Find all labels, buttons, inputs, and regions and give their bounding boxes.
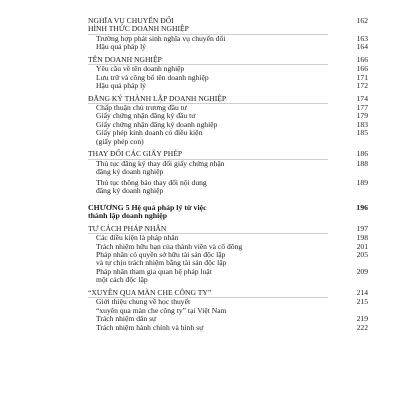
- toc-entry: [88, 289, 368, 297]
- toc-entry: [88, 324, 368, 332]
- toc-entry-page: 196: [356, 202, 368, 212]
- toc-entry-title: Chấp thuận chủ trương đầu tư: [96, 103, 187, 113]
- toc-entry: [88, 268, 368, 285]
- toc-entry-page: 172: [356, 81, 368, 91]
- toc-entry-title: Giấy chứng nhận đăng ký doanh nghiệp: [96, 119, 218, 129]
- toc-entry-title: NGHĨA VỤ CHUYỂN ĐỔI HÌNH THỨC DOANH NGHIỆP: [88, 16, 189, 34]
- toc-entry-page: 183: [356, 119, 368, 129]
- toc-entry-title: Các điều kiện là pháp nhân: [96, 233, 179, 243]
- toc-entry-title: Hậu quả pháp lý: [96, 81, 146, 91]
- toc-entry-title: Giấy chứng nhận đăng ký đầu tư: [96, 111, 196, 121]
- toc-entry: [88, 150, 368, 158]
- toc-entry: [88, 251, 368, 268]
- toc-entry-page: 198: [356, 233, 368, 243]
- toc-entry-title: Pháp nhân tham gia quan hệ pháp luật một cách độc lập: [96, 266, 212, 285]
- toc-entry-page: 214: [356, 287, 368, 297]
- toc-entry-page: 164: [356, 42, 368, 52]
- toc-entry-page: 201: [356, 241, 368, 251]
- toc-entry-title: Pháp nhân có quyền sở hữu tài sản độc lập và tự chịu trách nhiệm bằng tài sản độc lập: [96, 250, 227, 268]
- toc-entry: [88, 179, 368, 196]
- toc-entry-title: Trường hợp phát sinh nghĩa vụ chuyển đổi: [96, 33, 226, 43]
- toc-entry-page: 209: [356, 266, 368, 276]
- toc-entry-page: 179: [356, 111, 368, 121]
- toc-entry-title: Hậu quả pháp lý: [96, 42, 146, 52]
- toc-entry: [88, 160, 368, 177]
- toc-entry: [88, 56, 368, 64]
- toc-entry-title: Trách nhiệm dân sự: [96, 314, 157, 324]
- table-of-contents: [88, 0, 368, 332]
- toc-entry-page: 185: [356, 128, 368, 138]
- toc-entry-title: “XUYÊN QUA MÀN CHE CÔNG TY”: [88, 287, 212, 297]
- toc-entry-title: THAY ĐỔI CÁC GIẤY PHÉP: [88, 149, 183, 159]
- toc-entry-page: 162: [356, 16, 368, 25]
- toc-entry-page: 163: [356, 33, 368, 43]
- toc-entry-title: TƯ CÁCH PHÁP NHÂN: [88, 223, 167, 233]
- toc-entry-page: 188: [356, 158, 368, 168]
- toc-entry-page: 166: [356, 64, 368, 74]
- toc-entry-page: 186: [356, 149, 368, 159]
- toc-entry-page: 166: [356, 54, 368, 64]
- toc-entry-title: Trách nhiệm hữu hạn của thành viên và cổ đông: [96, 241, 243, 251]
- toc-chapter-heading: [88, 204, 368, 221]
- toc-entry-page: 171: [356, 72, 368, 82]
- toc-entry-title: TÊN DOANH NGHIỆP: [88, 54, 162, 64]
- toc-entry: [88, 82, 368, 90]
- toc-entry-title: Yêu cầu về tên doanh nghiệp: [96, 64, 185, 74]
- toc-entry-title: ĐĂNG KÝ THÀNH LẬP DOANH NGHIỆP: [88, 93, 227, 103]
- toc-entry-title: CHƯƠNG 5 Hệ quả pháp lý từ việc thành lập doanh nghiệp: [88, 202, 207, 221]
- toc-entry-page: 205: [356, 250, 368, 260]
- toc-entry-title: Giới thiệu chung về học thuyết “xuyên qua màn che công ty” tại Việt Nam: [96, 297, 227, 315]
- toc-entry-page: 219: [356, 314, 368, 324]
- toc-entry-page: 189: [356, 177, 368, 187]
- toc-entry: [88, 129, 368, 146]
- toc-entry: [88, 43, 368, 51]
- toc-entry: [88, 298, 368, 315]
- toc-entry-title: Thủ tục đăng ký thay đổi giấy chứng nhận đăng ký doanh nghiệp: [96, 158, 225, 177]
- toc-entry-page: 174: [356, 93, 368, 103]
- toc-entry-title: Trách nhiệm hành chính và hình sự: [96, 322, 204, 332]
- toc-entry: [88, 17, 368, 34]
- toc-entry-page: 222: [356, 322, 368, 332]
- toc-entry: [88, 225, 368, 233]
- toc-entry-title: Lưu trữ và công bố tên doanh nghiệp: [96, 72, 209, 82]
- toc-entry-title: Thủ tục thông báo thay đổi nội dung đăng ký doanh nghiệp: [96, 177, 207, 196]
- toc-entry-title: Giấy phép kinh doanh có điều kiện (giấy phép con): [96, 128, 203, 146]
- toc-entry-page: 177: [356, 103, 368, 113]
- toc-entry: [88, 95, 368, 103]
- toc-entry-page: 215: [356, 297, 368, 307]
- toc-entry-page: 197: [356, 223, 368, 233]
